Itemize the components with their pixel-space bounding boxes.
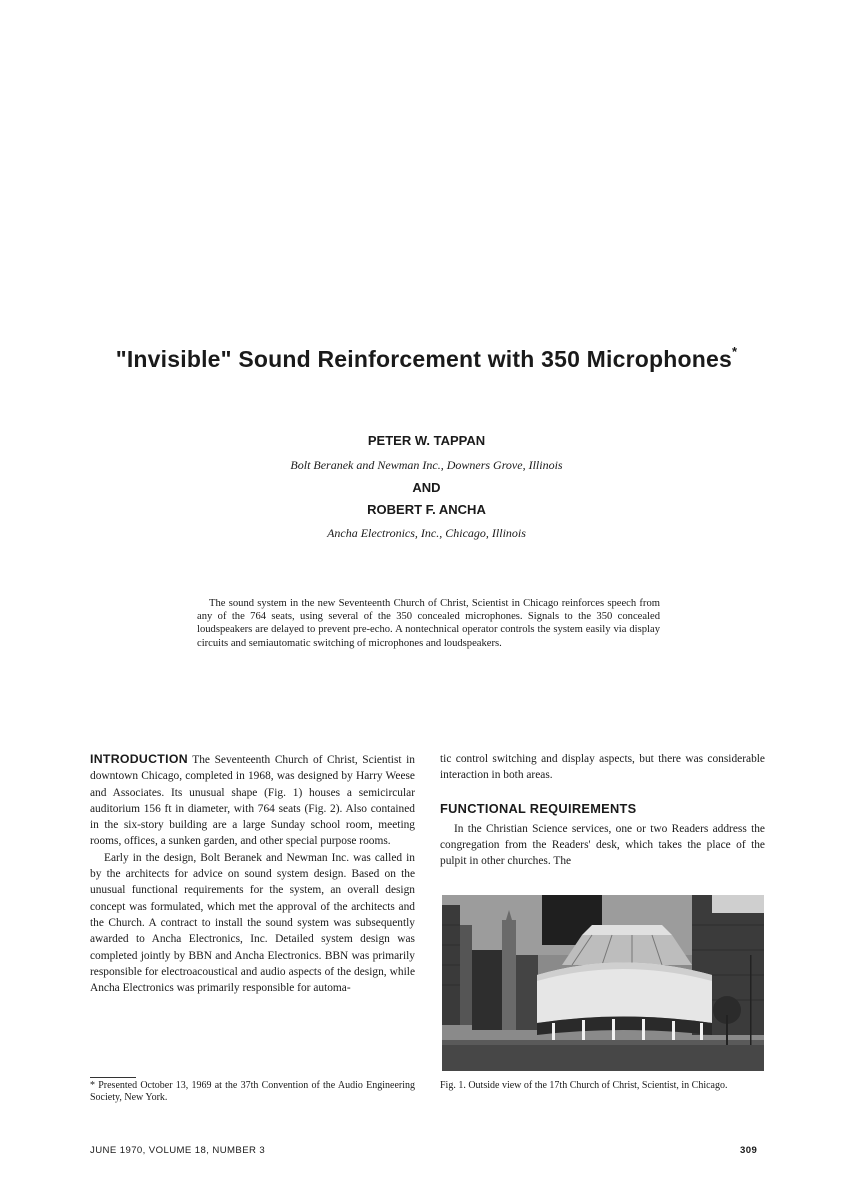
page-title bbox=[40, 346, 813, 373]
journal-footer: JUNE 1970, VOLUME 18, NUMBER 3 bbox=[90, 1145, 266, 1156]
church-exterior-photo bbox=[442, 895, 764, 1071]
abstract: The sound system in the new Seventeenth Church of Christ, Scientist in Chicago reinforces speech from any of the 764 seats, using several of the 350 concealed microphones. Signals to the 350 concealed loudspeakers are delayed to prevent pre-echo. A nontechnical operator controls the system easily via display circuits and semiautomatic switching of microphones and loudspeakers. bbox=[197, 598, 660, 649]
author-name-1: PETER W. TAPPAN bbox=[367, 433, 486, 448]
title-text: "Invisible" Sound Reinforcement with 350 Microphones bbox=[115, 346, 732, 372]
section-paragraph: In the Christian Science services, one or two Readers address the congregation from the Readers' desk, which takes the place of the pulpit in other churches. The bbox=[440, 822, 765, 868]
introduction-text: The Seventeenth Church of Christ, Scientist in downtown Chicago, completed in 1968, was designed by Harry Weese and Associates. Its unusual shape (Fig. 1) houses a semicircular auditorium 156 ft in diameter, with 764 seats (Fig. 2). Also contained in the six-story building are a large Sunday school room, meeting rooms, offices, a sunken garden, and other special purpose rooms. bbox=[90, 754, 415, 848]
figure-1-caption: Fig. 1. Outside view of the 17th Church of Christ, Scientist, in Chicago. bbox=[440, 1080, 728, 1091]
left-column bbox=[90, 751, 415, 996]
continuation-paragraph: tic control switching and display aspects, but there was considerable interaction in both areas. bbox=[440, 753, 765, 782]
design-paragraph: Early in the design, Bolt Beranek and Newman Inc. was called in by the architects for advice on sound system design. Based on the unusual functional requirements for the system, an overall design concept was formulated, which met the approval of the architects and the Church. A contract to install the sound system was subsequently awarded to Ancha Electronics, Inc. Detailed system design was completed jointly by BBN and Ancha Electronics. BBN was primarily responsible for electroacoustical and audio aspects of the design, while Ancha Electronics was primarily responsible for automa- bbox=[90, 851, 415, 995]
author-affiliation-2: Ancha Electronics, Inc., Chicago, Illinois bbox=[327, 526, 526, 540]
introduction-paragraph bbox=[90, 751, 415, 850]
page-number: 309 bbox=[740, 1145, 758, 1156]
introduction-heading: INTRODUCTION bbox=[90, 752, 188, 766]
footnote-rule bbox=[90, 1077, 136, 1078]
title-footnote-marker: * bbox=[731, 344, 738, 359]
section-heading: FUNCTIONAL REQUIREMENTS bbox=[440, 800, 637, 816]
right-column bbox=[440, 751, 765, 870]
footnote: * Presented October 13, 1969 at the 37th Convention of the Audio Engineering Society, New York. bbox=[90, 1080, 415, 1103]
author-name-2: ROBERT F. ANCHA bbox=[367, 502, 486, 517]
author-separator: AND bbox=[412, 480, 441, 495]
author-affiliation-1: Bolt Beranek and Newman Inc., Downers Grove, Illinois bbox=[290, 458, 563, 472]
